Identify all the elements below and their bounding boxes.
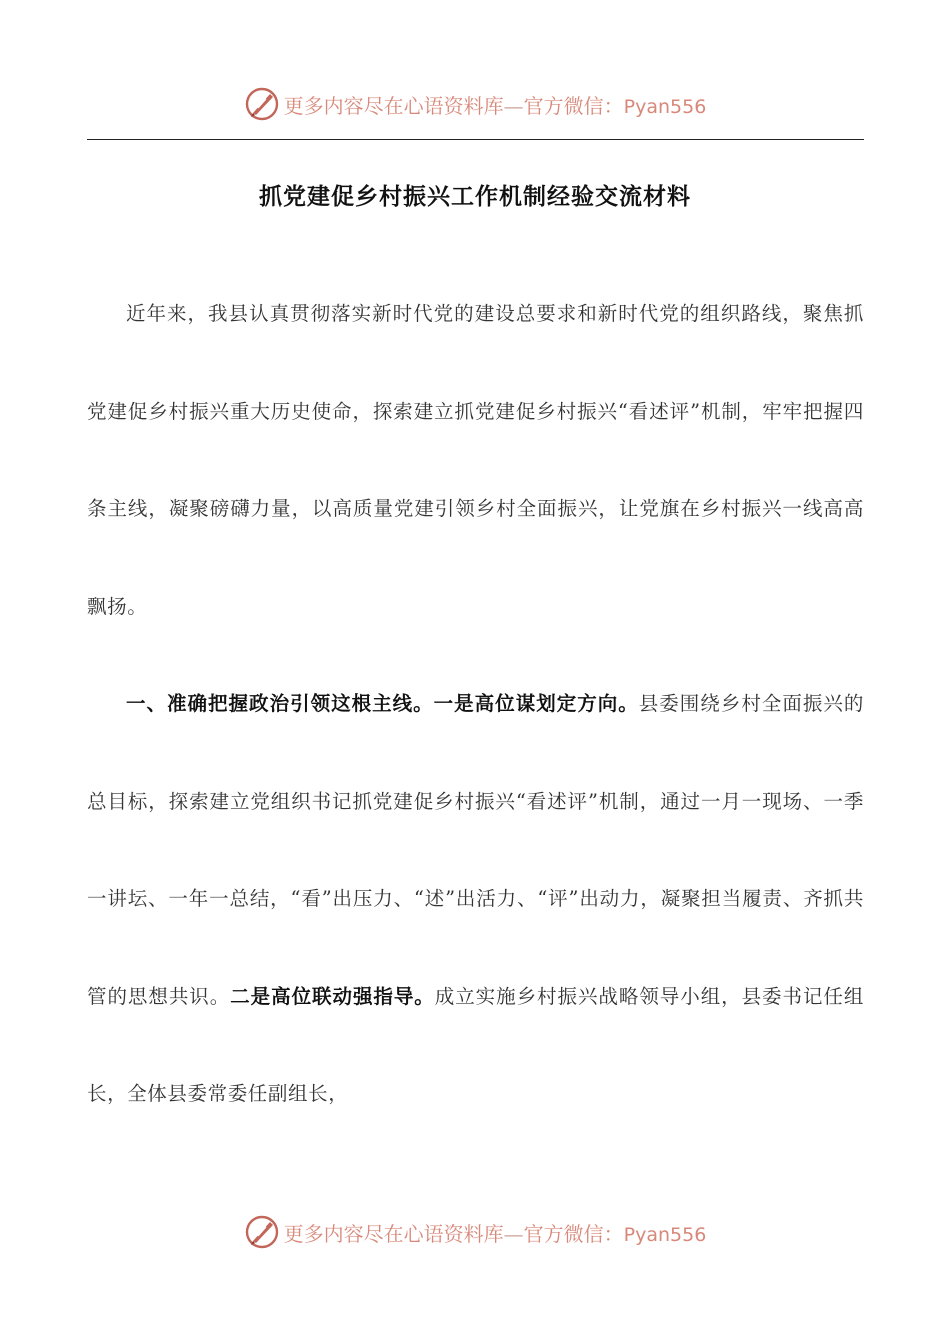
footer-site-text: 更多内容尽在心语资料库 (283, 1221, 504, 1246)
footer-wechat-label: 官方微信： (523, 1221, 624, 1246)
footer-wechat-id: Pyan556 (623, 1223, 707, 1246)
section-one-text2: 成立实施乡村振兴战略领导小组，县委书记任组长，全体县委常委任副组长， (87, 984, 864, 1105)
footer-banner-text (284, 1218, 707, 1247)
paragraph-intro: 近年来，我县认真贯彻落实新时代党的建设总要求和新时代党的组织路线，聚焦抓党建促乡村振兴重大历史使命，探索建立抓党建促乡村振兴“看述评”机制，牢牢把握四条主线，凝聚磅礴力量，以高质量党建引领乡村全面振兴，让党旗在乡村振兴一线高高飘扬。 (87, 302, 864, 618)
header-wechat-id: Pyan556 (623, 95, 707, 118)
footer-dash: — (503, 1221, 524, 1246)
header-divider (87, 139, 864, 140)
header-site-text: 更多内容尽在心语资料库 (283, 93, 504, 118)
quill-logo-icon (244, 1214, 280, 1250)
header-dash: — (503, 93, 524, 118)
footer-banner (0, 1212, 950, 1252)
quill-logo-icon (244, 86, 280, 122)
document-title: 抓党建促乡村振兴工作机制经验交流材料 (259, 183, 691, 210)
section-one-sub2: 二是高位联动强指导。 (230, 984, 435, 1008)
section-one-sub1: 一是高位谋划定方向。 (433, 692, 639, 715)
section-one-text1: 县委围绕乡村全面振兴的总目标，探索建立党组织书记抓党建促乡村振兴“看述评”机制，通过一月一现场、一季一讲坛、一年一总结，“看”出压力、“述”出活力、“评”出动力，凝聚担当履责、齐抓共管的思想共识。 (87, 692, 864, 1008)
paragraph-section-one (87, 655, 864, 1143)
section-one-heading: 一、准确把握政治引领这根主线。 (126, 692, 434, 715)
header-banner (0, 84, 950, 124)
header-banner-text (284, 90, 707, 119)
document-body (87, 265, 864, 1143)
header-wechat-label: 官方微信： (523, 93, 624, 118)
